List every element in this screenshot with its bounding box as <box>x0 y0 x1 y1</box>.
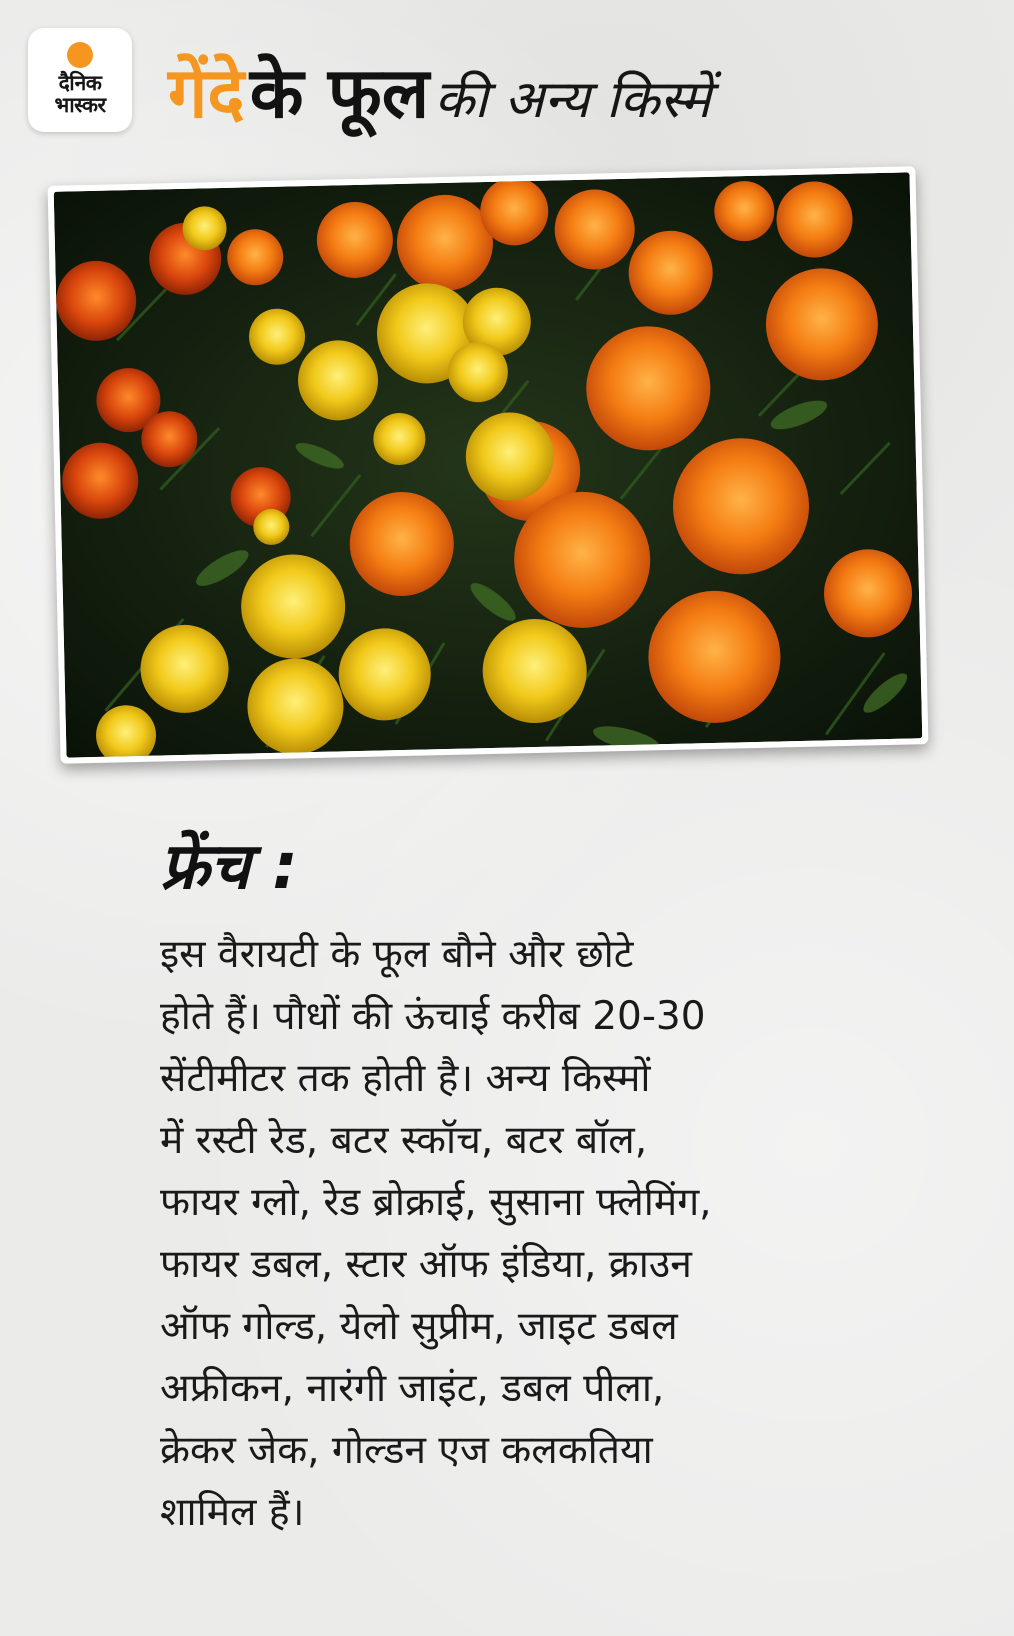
section-title: फ्रेंच : <box>160 830 298 904</box>
title-accent: गेंदे <box>168 52 245 134</box>
logo-sun-icon <box>67 42 93 68</box>
dainik-bhaskar-logo <box>28 28 132 132</box>
photo-frame <box>48 166 929 764</box>
section-body: इस वैरायटी के फूल बौने और छोटे होते हैं। पौधों की ऊंचाई करीब 20-30 सेंटीमीटर तक होती है। अन्य किस्मों में रस्टी रेड, बटर स्कॉच, बटर बॉल, फायर ग्लो, रेड ब्रोक्राई, सुसाना फ्लेमिंग, फायर डबल, स्टार ऑफ इंडिया, क्राउन ऑफ गोल्ड, येलो सुप्रीम, जाइट डबल अफ्रीकन, नारंगी जाइंट, डबल पीला, क्रेकर जेक, गोल्डन एज कलकतिया शामिल हैं। <box>160 932 712 1535</box>
page-title <box>168 42 711 138</box>
marigold-photo <box>54 172 923 757</box>
title-bold: के फूल <box>249 52 430 134</box>
title-light: की अन्य किस्में <box>434 70 711 130</box>
logo-text: दैनिक भास्कर <box>54 71 106 117</box>
